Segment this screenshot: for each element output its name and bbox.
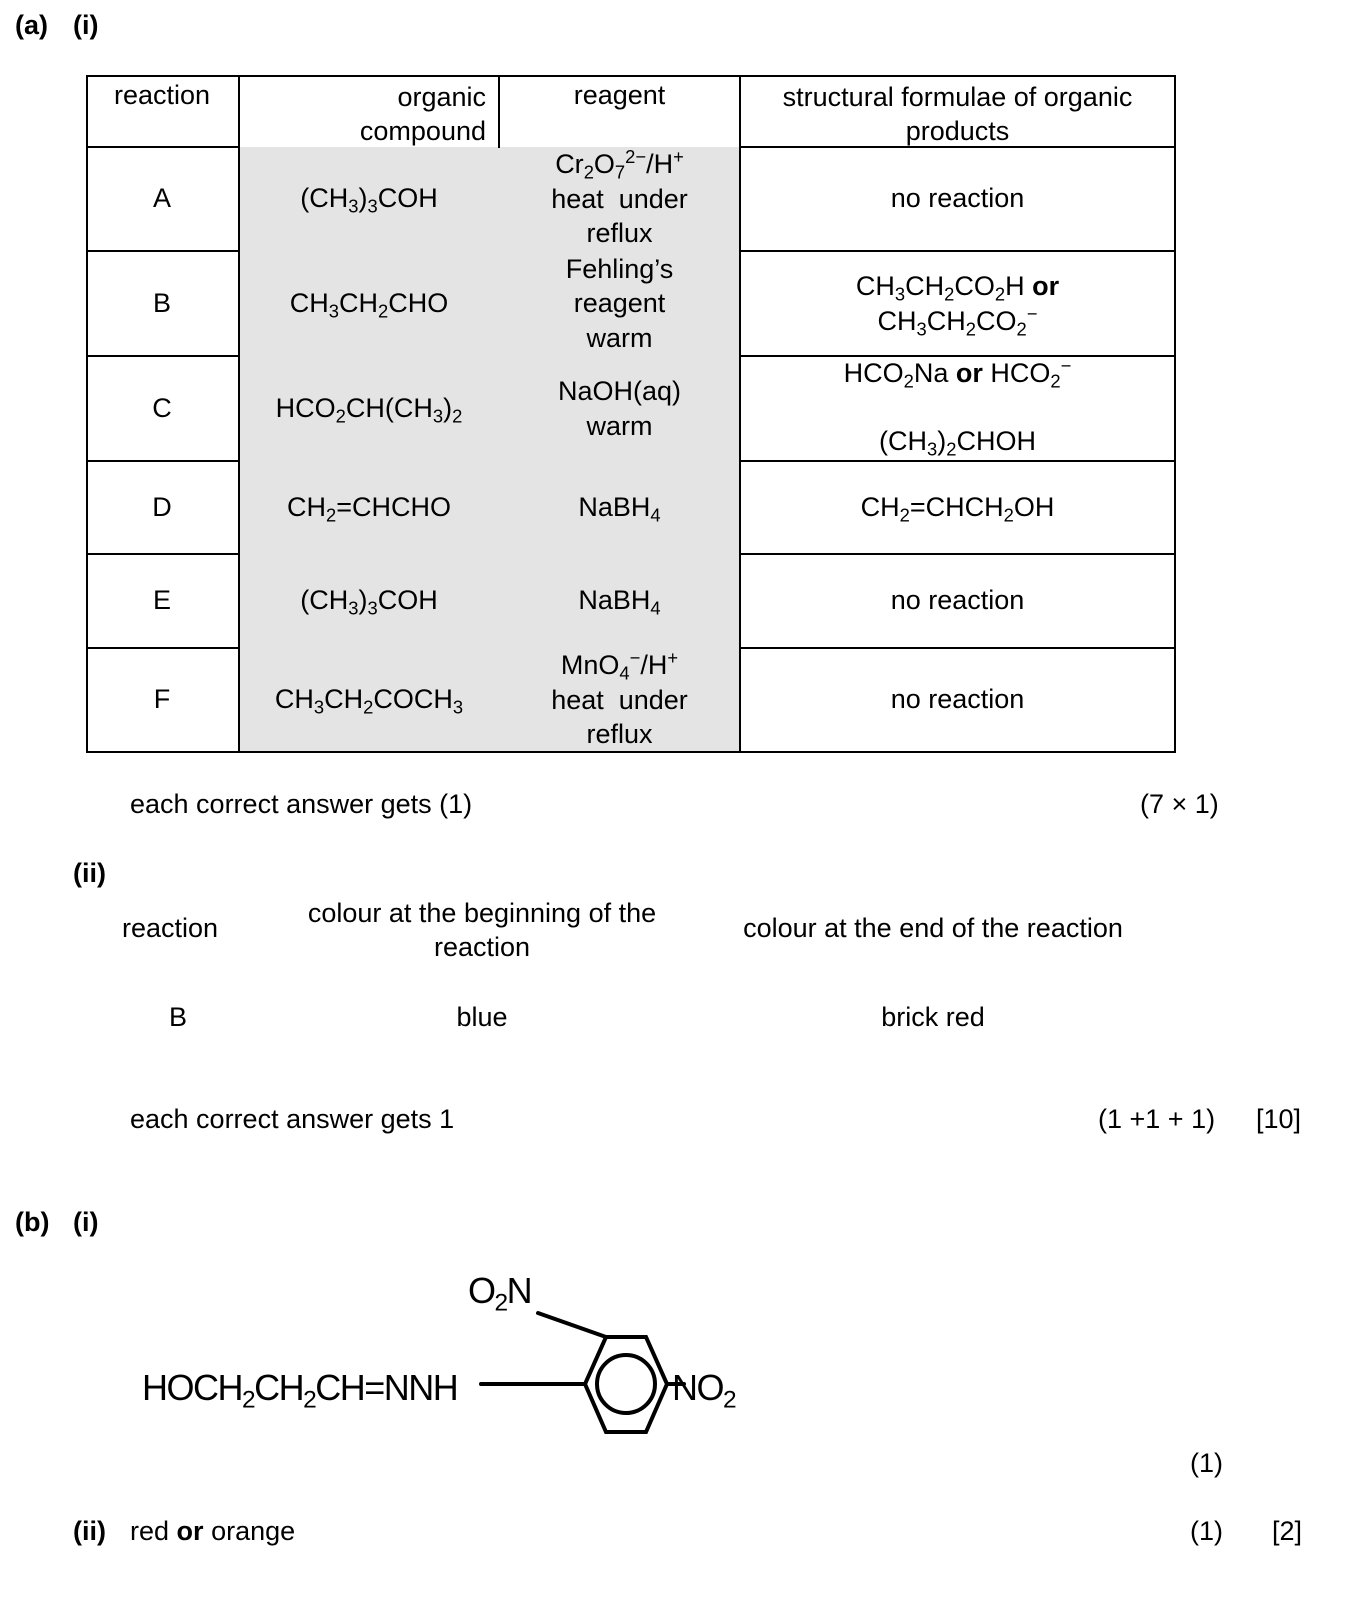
part-a-label: (a): [15, 10, 48, 40]
row-a-products: no reaction: [890, 183, 1025, 214]
answer-orange: orange: [211, 1516, 296, 1546]
row-f-products: no reaction: [890, 684, 1025, 715]
row-e-reaction: E: [152, 585, 171, 616]
row-f-reaction: F: [153, 684, 171, 715]
note-each-correct-ii: each correct answer gets 1: [130, 1104, 455, 1134]
header-organic-compound: organic compound: [359, 82, 486, 147]
header-reagent: reagent: [573, 80, 666, 110]
row-b-compound: $CH_3CH_2CHO$: [289, 287, 449, 322]
row-c-products-1: $HCO_2Na$ or $HCO_2^-$: [843, 354, 1072, 392]
part-b-sub-i-label: (i): [73, 1207, 99, 1237]
row-c-reagent: NaOH(aq) warm: [557, 375, 682, 441]
header-reaction: reaction: [113, 80, 211, 110]
part-b-label: (b): [15, 1207, 50, 1237]
row-d-reagent: NaBH$_4$: [578, 491, 661, 526]
part-a-sub-i-label: (i): [73, 10, 99, 40]
marks-b-i: (1): [1190, 1448, 1223, 1478]
part-b-sub-ii-label: (ii): [73, 1516, 106, 1546]
row-c-compound: $HCO_2CH(CH_3)_2$: [275, 392, 463, 427]
colour-header-begin: colour at the beginning of the reaction: [307, 898, 657, 963]
total-b: [2]: [1272, 1516, 1303, 1546]
answer-b-ii: [130, 1516, 295, 1547]
row-d-products: $CH_2=CHCH_2OH$: [860, 491, 1055, 526]
row-d-reaction: D: [152, 491, 172, 522]
note-each-correct-i: each correct answer gets (1): [130, 789, 473, 819]
row-a-reaction: A: [152, 183, 171, 214]
row-e-products: no reaction: [890, 585, 1025, 616]
colour-header-end: colour at the end of the reaction: [743, 913, 1123, 943]
row-b-products: $CH_3CH_2CO_2H$ or $CH_3CH_2CO_2^-$: [855, 270, 1060, 339]
colour-row-end: brick red: [881, 1002, 985, 1032]
header-products: structural formulae of organic products: [782, 82, 1133, 147]
row-a-compound: $(CH_3)_3COH$: [300, 183, 438, 217]
marks-1-1-1: (1 +1 + 1): [1098, 1104, 1216, 1134]
bond-ring-o2n: [538, 1313, 606, 1337]
total-a: [10]: [1256, 1104, 1302, 1134]
row-e-compound: $(CH_3)_3COH$: [300, 585, 438, 619]
benzene-ring-structure: [440, 1280, 700, 1460]
colour-row-reaction: B: [168, 1002, 187, 1032]
row-c-products-2: $(CH_3)_2CHOH$: [879, 426, 1036, 460]
chain-hoch2ch2ch-nnh: $HOCH_2CH_2CH=NNH$: [142, 1367, 458, 1414]
row-f-compound: $CH_3CH_2COCH_3$: [274, 684, 464, 718]
row-b-reagent: Fehling’s reagent warm: [565, 253, 674, 353]
substituent-no2: $NO_2$: [672, 1367, 736, 1414]
part-a-sub-ii-label: (ii): [73, 858, 106, 888]
benzene-inner-circle: [597, 1355, 655, 1413]
marks-7x1: (7 × 1): [1140, 789, 1219, 819]
substituent-o2n: $O_2N$: [468, 1270, 532, 1317]
answer-red: red: [130, 1516, 170, 1546]
row-f-reagent: MnO$_4$−/H+ heat under reflux: [551, 647, 688, 750]
answer-or: or: [176, 1516, 204, 1546]
marks-b-ii: (1): [1190, 1516, 1223, 1546]
row-a-reagent: $Cr_2O_7^{2-}/H^+$ heat under reflux: [551, 146, 688, 249]
colour-header-reaction: reaction: [121, 913, 219, 943]
row-c-reaction: C: [152, 392, 172, 423]
colour-row-begin: blue: [456, 1002, 508, 1032]
row-e-reagent: NaBH$_4$: [578, 585, 661, 619]
row-b-reaction: B: [152, 287, 171, 318]
row-d-compound: $CH_2=CHCHO$: [287, 491, 451, 526]
